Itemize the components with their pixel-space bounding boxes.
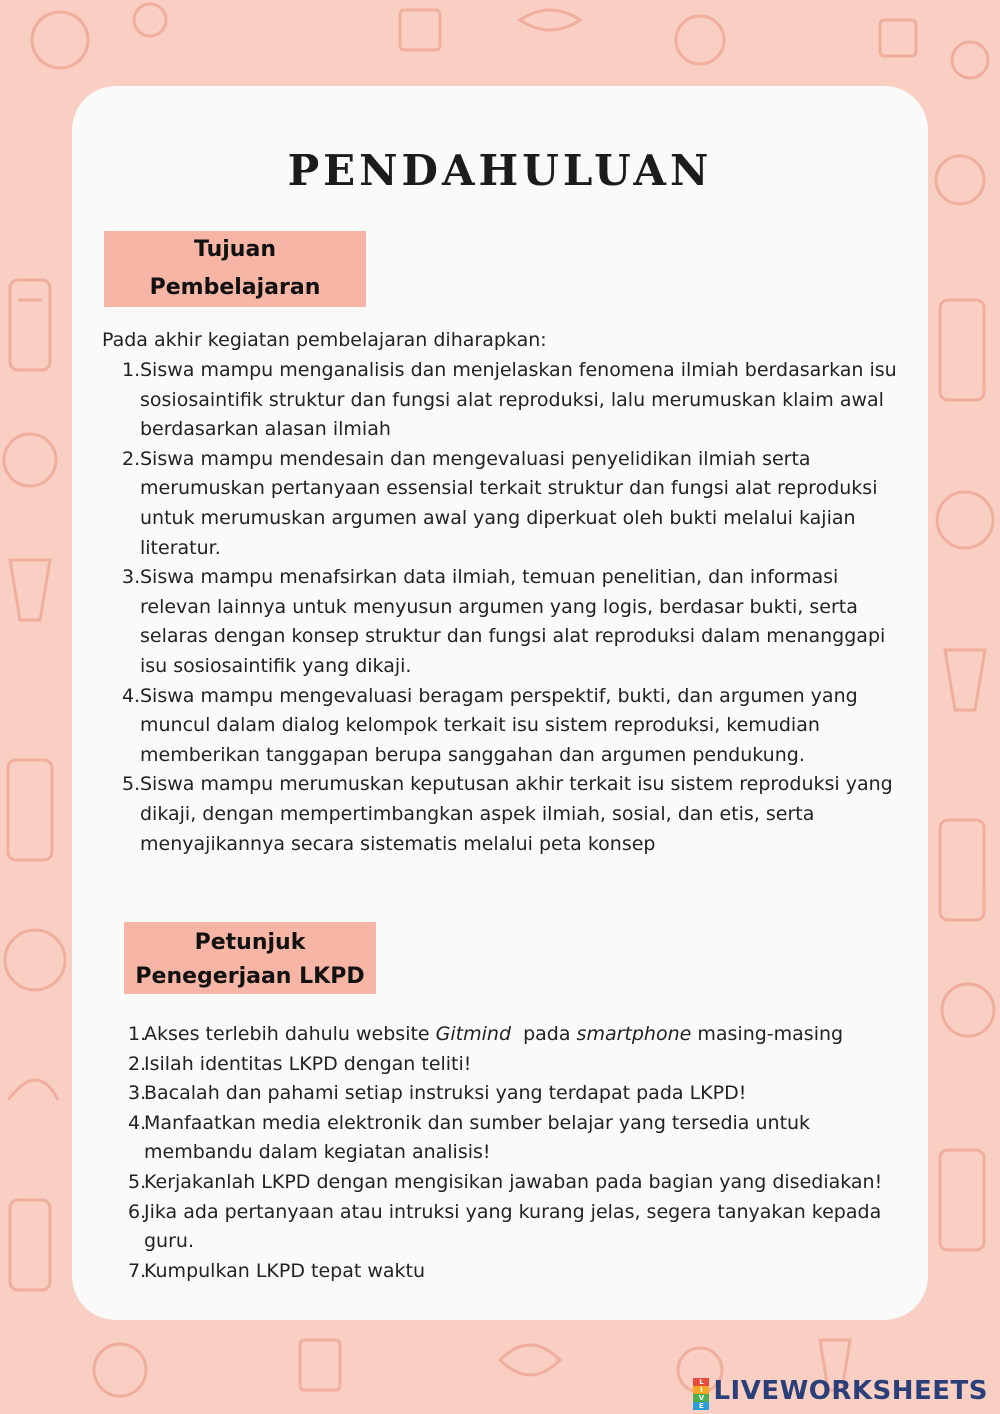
item-text: Jika ada pertanyaan atau intruksi yang kurang jelas, segera tanyakan kepada guru.: [144, 1200, 882, 1253]
section-label-petunjuk: [124, 922, 376, 994]
section-label-line1: Tujuan: [194, 237, 276, 262]
list-item: [128, 1109, 908, 1168]
item-number: 4.: [128, 1111, 147, 1134]
logo-letter: L: [693, 1378, 709, 1386]
item-number: 6.: [128, 1200, 147, 1223]
item-text: Bacalah dan pahami setiap instruksi yang terdapat pada LKPD!: [144, 1082, 747, 1105]
item-text: Kumpulkan LKPD tepat waktu: [144, 1259, 426, 1282]
item-text: Manfaatkan media elektronik dan sumber belajar yang tersedia untuk membandu dalam kegiatan analisis!: [144, 1111, 811, 1164]
item-number: 3.: [122, 566, 141, 589]
item-text: Siswa mampu menganalisis dan menjelaskan fenomena ilmiah berdasarkan isu sosiosaintifik struktur dan fungsi alat reproduksi, lalu merumuskan klaim awal berdasarkan alasan ilmiah: [140, 359, 897, 441]
list-item: [102, 563, 902, 681]
list-item: [128, 1079, 908, 1109]
logo-icon: [693, 1378, 709, 1410]
smartphone-text: smartphone: [576, 1023, 692, 1045]
item-text: Siswa mampu mengevaluasi beragam perspektif, bukti, dan argumen yang muncul dalam dialog kelompok terkait isu sistem reproduksi, kemudian memberikan tanggapan berupa sanggahan dan argumen pendukung.: [140, 684, 858, 766]
list-item: [102, 445, 902, 563]
list-item: [128, 1198, 908, 1257]
section-label-tujuan: [104, 231, 366, 307]
list-item: [102, 682, 902, 771]
item-text: Isilah identitas LKPD dengan teliti!: [144, 1052, 472, 1075]
instructions-list: [128, 1020, 908, 1286]
item-number: 2.: [128, 1052, 147, 1075]
section-label-line1: Petunjuk: [194, 930, 306, 955]
gitmind-text: Gitmind: [435, 1023, 512, 1045]
item-text: Akses terlebih dahulu website Gitmind pada smartphone masing-masing: [144, 1023, 844, 1045]
section-label-line2: Penegerjaan LKPD: [135, 964, 365, 989]
list-item: [102, 770, 902, 859]
item-text: Siswa mampu mendesain dan mengevaluasi penyelidikan ilmiah serta merumuskan pertanyaan essensial terkait struktur dan fungsi alat reproduksi untuk merumuskan argumen awal yang diperkuat oleh bukti melalui kajian literatur.: [140, 447, 878, 559]
item-text: Siswa mampu menafsirkan data ilmiah, temuan penelitian, dan informasi relevan lainnya untuk menyusun argumen yang logis, berdasar bukti, serta selaras dengan konsep struktur dan fungsi alat reproduksi dalam menanggapi isu sosiosaintifik yang dikaji.: [140, 566, 886, 677]
item-number: 1.: [128, 1023, 147, 1045]
item-text: Siswa mampu merumuskan keputusan akhir terkait isu sistem reproduksi yang dikaji, dengan mempertimbangkan aspek ilmiah, sosial, dan etis, serta menyajikannya secara sistematis melalui peta konsep: [140, 773, 893, 855]
list-item: [128, 1050, 908, 1080]
item-number: 5.: [122, 773, 141, 796]
list-item: [102, 356, 902, 445]
item-number: 3.: [128, 1082, 147, 1105]
logo-text: LIVEWORKSHEETS: [713, 1376, 988, 1406]
section-label-line2: Pembelajaran: [149, 275, 321, 300]
intro-text: Pada akhir kegiatan pembelajaran diharapkan:: [102, 329, 547, 351]
item-text: Kerjakanlah LKPD dengan mengisikan jawaban pada bagian yang disediakan!: [144, 1170, 883, 1193]
list-item: [128, 1257, 908, 1287]
liveworksheets-logo[interactable]: [693, 1374, 988, 1408]
item-number: 5.: [128, 1170, 147, 1193]
list-item: [128, 1020, 908, 1050]
item-number: 4.: [122, 684, 141, 707]
list-item: [128, 1168, 908, 1198]
logo-letter: E: [693, 1402, 709, 1410]
item-number: 1.: [122, 359, 141, 381]
learning-goals-list: [102, 356, 902, 859]
page-title: PENDAHULUAN: [287, 146, 713, 195]
logo-letter: V: [693, 1394, 709, 1402]
item-number: 7.: [128, 1259, 147, 1282]
logo-letter: I: [693, 1386, 709, 1394]
item-number: 2.: [122, 447, 141, 470]
